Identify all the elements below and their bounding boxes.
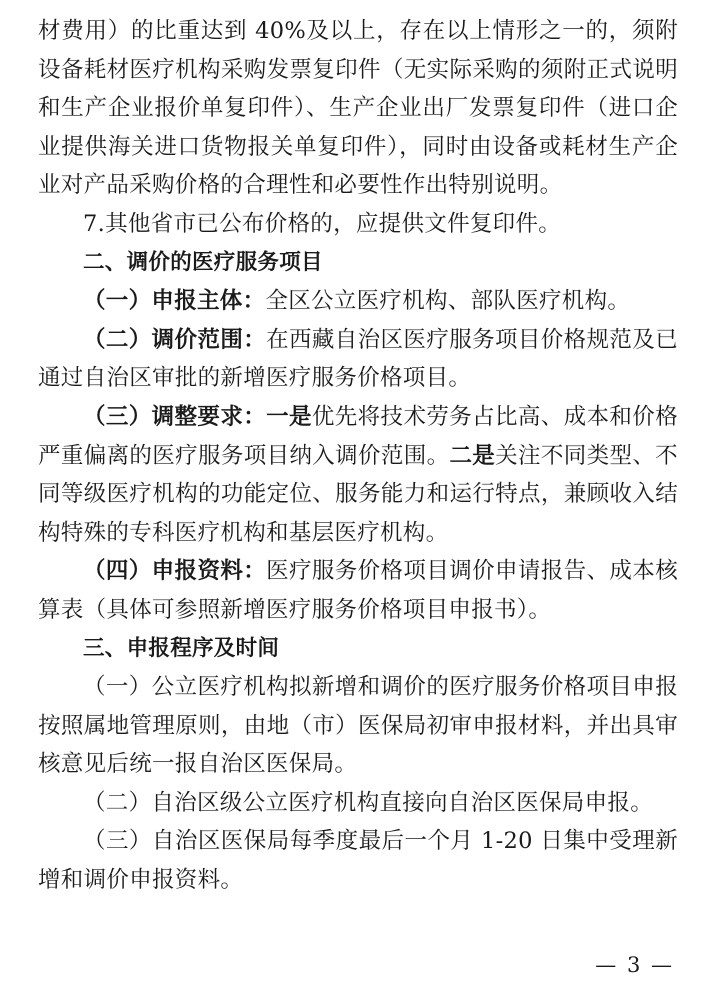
section-heading-price-adjustment: 二、调价的医疗服务项目: [83, 249, 323, 275]
paragraph-adjustment-requirements: [38, 398, 678, 552]
paragraph-procedure-3: （三）自治区医保局每季度最后一个月 1-20 日集中受理新增和调价申报资料。: [38, 828, 678, 894]
page-number: — 3 —: [595, 953, 674, 977]
label-first: 一是: [266, 403, 312, 430]
paragraph-other-provinces: 7.其他省市已公布价格的，应提供文件复印件。: [83, 210, 562, 237]
text-second-requirement: 关注不同类型、不同等级医疗机构的功能定位、服务能力和运行特点，兼顾收入结构特殊的专科医疗机构和基层医疗机构。: [38, 442, 678, 546]
text-adjustment-scope: 在西藏自治区医疗服务项目价格规范及已通过自治区审批的新增医疗服务价格项目。: [38, 326, 678, 392]
text-first-requirement: 优先将技术劳务占比高、成本和价格严重偏离的医疗服务项目纳入调价范围。: [38, 403, 678, 469]
paragraph-applicant: [38, 282, 678, 321]
paragraph-procedure-2: （二）自治区级公立医疗机构直接向自治区医保局申报。: [83, 789, 654, 816]
text-application-materials: 医疗服务价格项目调价申请报告、成本核算表（具体可参照新增医疗服务价格项目申报书）。: [38, 558, 678, 623]
paragraph-application-materials: [38, 552, 678, 629]
label-adjustment-requirements: （三）调整要求：: [83, 403, 267, 430]
label-applicant: （一）申报主体：: [83, 288, 266, 315]
paragraph-adjustment-scope: [38, 321, 678, 398]
text-applicant: 全区公立医疗机构、部队医疗机构。: [265, 288, 631, 315]
section-heading-procedure: 三、申报程序及时间: [83, 635, 280, 661]
paragraph-materials-cost: 材费用）的比重达到 40%及以上，存在以上情形之一的，须附设备耗材医疗机构采购发票复印件（无实际采购的须附正式说明和生产企业报价单复印件）、生产企业出厂发票复印件（进口企业提供海关进口货物报关单复印件），同时由设备或耗材生产企业对产品采购价格的合理性和必要性作出特别说明。: [38, 18, 678, 199]
label-second: 二是: [449, 442, 496, 469]
document-body: [38, 12, 678, 900]
paragraph-procedure-1: （一）公立医疗机构拟新增和调价的医疗服务价格项目申报按照属地管理原则，由地（市）医保局初审申报材料，并出具审核意见后统一报自治区医保局。: [38, 674, 678, 778]
label-application-materials: （四）申报资料：: [83, 558, 267, 585]
label-adjustment-scope: （二）调价范围：: [83, 326, 267, 353]
